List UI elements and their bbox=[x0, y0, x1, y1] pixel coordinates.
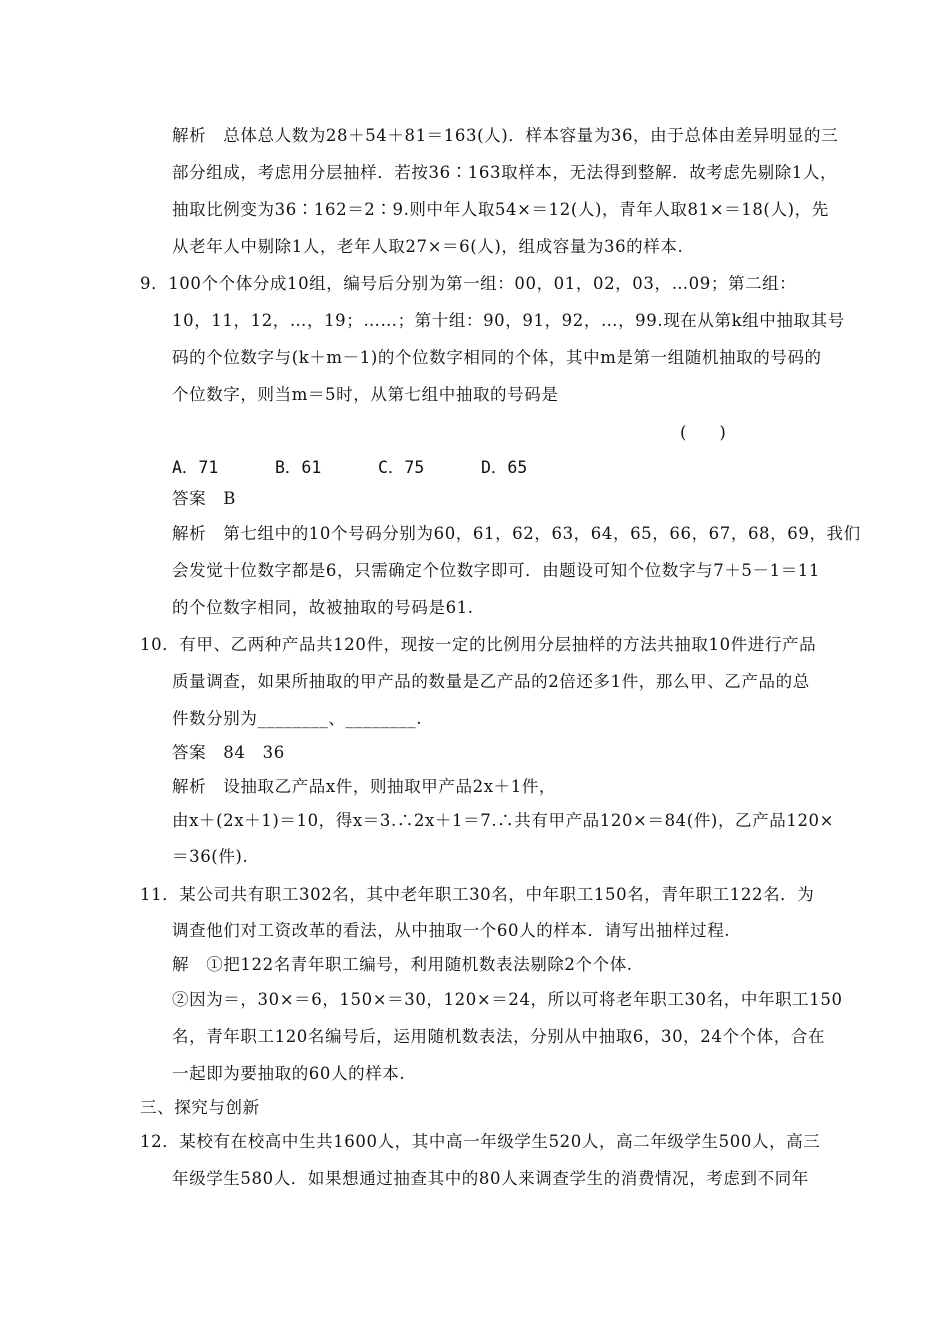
text-line: 会发觉十位数字都是6，只需确定个位数字即可．由题设可知个位数字与7＋5－1＝11 bbox=[172, 561, 820, 580]
section-heading: 三、探究与创新 bbox=[140, 1098, 260, 1117]
text-line: 10，11，12，…，19；……；第十组：90，91，92，…，99.现在从第k组中抽取其号 bbox=[172, 311, 845, 330]
question-9: 9．100个个体分成10组，编号后分别为第一组：00，01，02，03，…09；第二组： bbox=[140, 274, 797, 293]
text-line: ②因为＝，30×＝6，150×＝30，120×＝24，所以可将老年职工30名，中年职工150 bbox=[172, 990, 843, 1009]
answer-blank-paren: ( ) bbox=[680, 423, 726, 442]
option-c: C．75 bbox=[378, 458, 425, 477]
text-line: 解析 设抽取乙产品x件，则抽取甲产品2x＋1件， bbox=[172, 777, 557, 796]
text-line: 由x＋(2x＋1)＝10，得x＝3.∴2x＋1＝7.∴共有甲产品120×＝84(件)，乙产品120× bbox=[172, 811, 835, 830]
text-line: 码的个位数字与(k＋m－1)的个位数字相同的个体，其中m是第一组随机抽取的号码的 bbox=[172, 348, 822, 367]
text-line: 解析 总体总人数为28＋54＋81＝163(人)．样本容量为36，由于总体由差异明显的三 bbox=[172, 126, 839, 145]
answer-line: 答案 84 36 bbox=[172, 743, 285, 762]
text-line: 从老年人中剔除1人，老年人取27×＝6(人)，组成容量为36的样本. bbox=[172, 237, 684, 256]
text-line: 抽取比例变为36∶162＝2∶9.则中年人取54×＝12(人)，青年人取81×＝18(人)，先 bbox=[172, 200, 829, 219]
text-line: 一起即为要抽取的60人的样本. bbox=[172, 1064, 406, 1083]
text-line: 调查他们对工资改革的看法，从中抽取一个60人的样本．请写出抽样过程. bbox=[172, 921, 731, 940]
option-d: D．65 bbox=[481, 458, 528, 477]
text-line: 件数分别为________、________. bbox=[172, 709, 423, 728]
question-12: 12．某校有在校高中生共1600人，其中高一年级学生520人，高二年级学生500人，高三 bbox=[140, 1132, 821, 1151]
text-line: 解析 第七组中的10个号码分别为60，61，62，63，64，65，66，67，68，69，我们 bbox=[172, 524, 861, 543]
question-11: 11．某公司共有职工302名，其中老年职工30名，中年职工150名，青年职工122名．为 bbox=[140, 885, 815, 904]
text-line: 的个位数字相同，故被抽取的号码是61. bbox=[172, 598, 474, 617]
text-line: 解 ①把122名青年职工编号，利用随机数表法剔除2个个体. bbox=[172, 955, 633, 974]
text-line: 部分组成，考虑用分层抽样．若按36∶163取样本，无法得到整解．故考虑先剔除1人， bbox=[172, 163, 838, 182]
text-line: ＝36(件). bbox=[172, 847, 249, 866]
text-line: 个位数字，则当m＝5时，从第七组中抽取的号码是 bbox=[172, 385, 559, 404]
question-10: 10．有甲、乙两种产品共120件，现按一定的比例用分层抽样的方法共抽取10件进行产品 bbox=[140, 635, 817, 654]
text-line: 质量调查，如果所抽取的甲产品的数量是乙产品的2倍还多1件，那么甲、乙产品的总 bbox=[172, 672, 810, 691]
option-b: B．61 bbox=[275, 458, 322, 477]
answer-line: 答案 B bbox=[172, 489, 237, 508]
text-line: 年级学生580人．如果想通过抽查其中的80人来调查学生的消费情况，考虑到不同年 bbox=[172, 1169, 809, 1188]
text-line: 名，青年职工120名编号后，运用随机数表法，分别从中抽取6，30，24个个体，合在 bbox=[172, 1027, 826, 1046]
option-a: A．71 bbox=[172, 458, 219, 477]
